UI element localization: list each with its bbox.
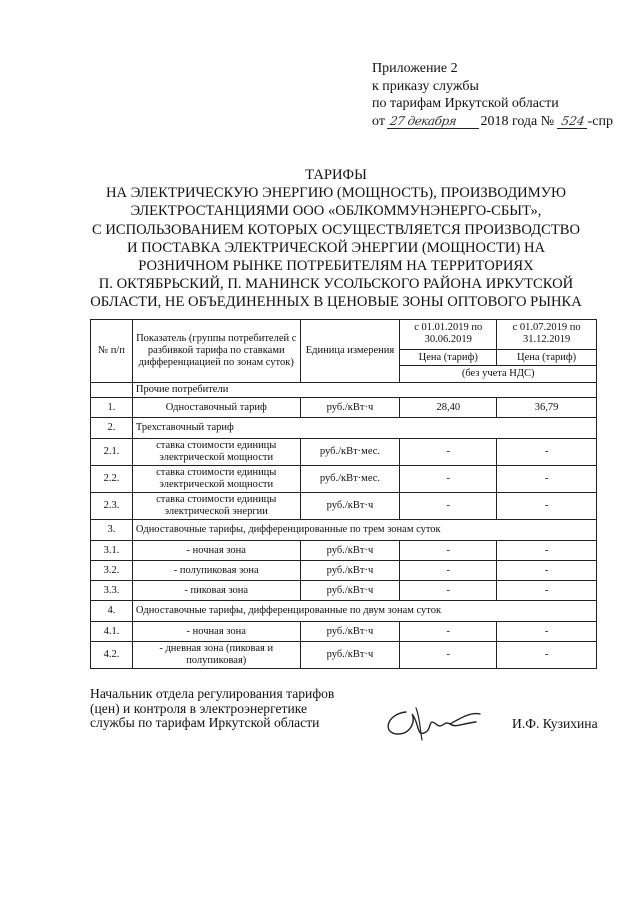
- handwritten-date: 27 декабря: [387, 114, 481, 129]
- header-num: № п/п: [91, 320, 133, 383]
- row-value-period-2: -: [497, 493, 597, 520]
- signer-name: И.Ф. Кузихина: [512, 716, 598, 731]
- header-price-1: Цена (тариф): [400, 349, 497, 366]
- row-unit: руб./кВт·ч: [300, 398, 400, 418]
- header-unit: Единица измерения: [300, 320, 400, 383]
- title-line-4: С ИСПОЛЬЗОВАНИЕМ КОТОРЫХ ОСУЩЕСТВЛЯЕТСЯ ПРОИЗВОДСТВО: [91, 221, 581, 238]
- table-group-row: [91, 520, 597, 541]
- section-num-cell: [91, 383, 133, 398]
- row-unit: руб./кВт·ч: [300, 581, 400, 601]
- title-line-5: И ПОСТАВКА ЭЛЕКТРИЧЕСКОЙ ЭНЕРГИИ (МОЩНОСТИ) НА: [126, 239, 546, 256]
- row-indicator: ставка стоимости единицы электрической энергии: [132, 493, 300, 520]
- row-num: 4.1.: [91, 622, 133, 642]
- row-value-period-1: -: [400, 642, 497, 669]
- table-row: [91, 466, 597, 493]
- handwritten-signature: [376, 694, 486, 744]
- row-unit: руб./кВт·мес.: [300, 466, 400, 493]
- header-period-2: с 01.07.2019 по 31.12.2019: [497, 320, 597, 350]
- row-value-period-2: -: [497, 561, 597, 581]
- row-value-period-2: -: [497, 541, 597, 561]
- title-line-7: П. ОКТЯБРЬСКИЙ, П. МАНИНСК УСОЛЬСКОГО РАЙОНА ИРКУТСКОЙ: [98, 276, 574, 293]
- appendix-prefix: от: [372, 113, 385, 129]
- row-num: 2.3.: [91, 493, 133, 520]
- row-value-period-2: -: [497, 466, 597, 493]
- row-unit: руб./кВт·ч: [300, 541, 400, 561]
- table-row: [91, 493, 597, 520]
- appendix-line-2: к приказу службы: [372, 78, 479, 94]
- table-row: [91, 541, 597, 561]
- row-value-period-2: 36,79: [497, 398, 597, 418]
- group-name: Одноставочные тарифы, дифференцированные по трем зонам суток: [132, 520, 596, 541]
- row-value-period-2: -: [497, 642, 597, 669]
- title-line-6: РОЗНИЧНОМ РЫНКЕ ПОТРЕБИТЕЛЯМ НА ТЕРРИТОРИЯХ: [138, 258, 534, 275]
- row-value-period-1: -: [400, 493, 497, 520]
- table-row: [91, 622, 597, 642]
- appendix-line-3: по тарифам Иркутской области: [372, 96, 559, 111]
- group-name: Одноставочные тарифы, дифференцированные по двум зонам суток: [132, 601, 596, 622]
- appendix-block: [372, 60, 632, 130]
- title-line-8: ОБЛАСТИ, НЕ ОБЪЕДИНЕННЫХ В ЦЕНОВЫЕ ЗОНЫ ОПТОВОГО РЫНКА: [90, 294, 582, 311]
- row-num: 2.2.: [91, 466, 133, 493]
- table-row: [91, 642, 597, 669]
- row-value-period-2: -: [497, 581, 597, 601]
- table-group-row: [91, 601, 597, 622]
- row-value-period-1: -: [400, 439, 497, 466]
- section-other-consumers: Прочие потребители: [132, 383, 596, 398]
- row-unit: руб./кВт·ч: [300, 622, 400, 642]
- row-unit: руб./кВт·ч: [300, 561, 400, 581]
- row-value-period-1: -: [400, 581, 497, 601]
- row-indicator: - ночная зона: [132, 541, 300, 561]
- row-indicator: - ночная зона: [132, 622, 300, 642]
- header-period-1: с 01.01.2019 по 30.06.2019: [400, 320, 497, 350]
- handwritten-order-number: 524: [557, 114, 589, 129]
- table-row: [91, 398, 597, 418]
- row-unit: руб./кВт·ч: [300, 642, 400, 669]
- row-num: 4.: [91, 601, 133, 622]
- row-indicator: ставка стоимости единицы электрической мощности: [132, 466, 300, 493]
- tariff-table-body: [91, 320, 597, 669]
- row-indicator: - пиковая зона: [132, 581, 300, 601]
- table-row: [91, 561, 597, 581]
- appendix-year-text: 2018 года №: [480, 113, 555, 129]
- tariff-table: [90, 319, 597, 669]
- document-title: [40, 166, 632, 312]
- table-row: [91, 439, 597, 466]
- table-group-row: [91, 418, 597, 439]
- row-value-period-2: -: [497, 622, 597, 642]
- row-value-period-1: -: [400, 622, 497, 642]
- appendix-line-1: Приложение 2: [372, 61, 458, 76]
- row-value-period-1: -: [400, 541, 497, 561]
- row-indicator: ставка стоимости единицы электрической мощности: [132, 439, 300, 466]
- table-row: [91, 581, 597, 601]
- row-indicator: - дневная зона (пиковая и полупиковая): [132, 642, 300, 669]
- row-indicator: Одноставочный тариф: [132, 398, 300, 418]
- row-value-period-2: -: [497, 439, 597, 466]
- row-value-period-1: -: [400, 466, 497, 493]
- footer-line-3: службы по тарифам Иркутской области: [90, 715, 320, 730]
- row-value-period-1: 28,40: [400, 398, 497, 418]
- header-indicator: Показатель (группы потребителей с разбивкой тарифа по ставками дифференциацией по зонам суток): [132, 320, 300, 383]
- footer-position: [90, 687, 334, 731]
- title-line-1: ТАРИФЫ: [305, 167, 367, 183]
- row-indicator: - полупиковая зона: [132, 561, 300, 581]
- appendix-date-line: [372, 113, 632, 131]
- row-num: 4.2.: [91, 642, 133, 669]
- row-num: 2.1.: [91, 439, 133, 466]
- header-price-2: Цена (тариф): [497, 349, 597, 366]
- row-num: 3.1.: [91, 541, 133, 561]
- header-vat-note: (без учета НДС): [400, 366, 597, 383]
- row-unit: руб./кВт·ч: [300, 493, 400, 520]
- row-value-period-1: -: [400, 561, 497, 581]
- appendix-suffix: -спр: [587, 113, 613, 129]
- footer-line-1: Начальник отдела регулирования тарифов: [90, 686, 335, 701]
- row-unit: руб./кВт·мес.: [300, 439, 400, 466]
- row-num: 3.2.: [91, 561, 133, 581]
- row-num: 3.: [91, 520, 133, 541]
- row-num: 2.: [91, 418, 133, 439]
- row-num: 1.: [91, 398, 133, 418]
- title-line-2: НА ЭЛЕКТРИЧЕСКУЮ ЭНЕРГИЮ (МОЩНОСТЬ), ПРОИЗВОДИМУЮ: [105, 185, 567, 202]
- header-row-1: [91, 320, 597, 350]
- row-num: 3.3.: [91, 581, 133, 601]
- group-name: Трехставочный тариф: [132, 418, 596, 439]
- section-row: [91, 383, 597, 398]
- title-line-3: ЭЛЕКТРОСТАНЦИЯМИ ООО «ОБЛКОММУНЭНЕРГО-СБЫТ»,: [130, 203, 542, 220]
- footer-line-2: (цен) и контроля в электроэнергетике: [90, 700, 308, 716]
